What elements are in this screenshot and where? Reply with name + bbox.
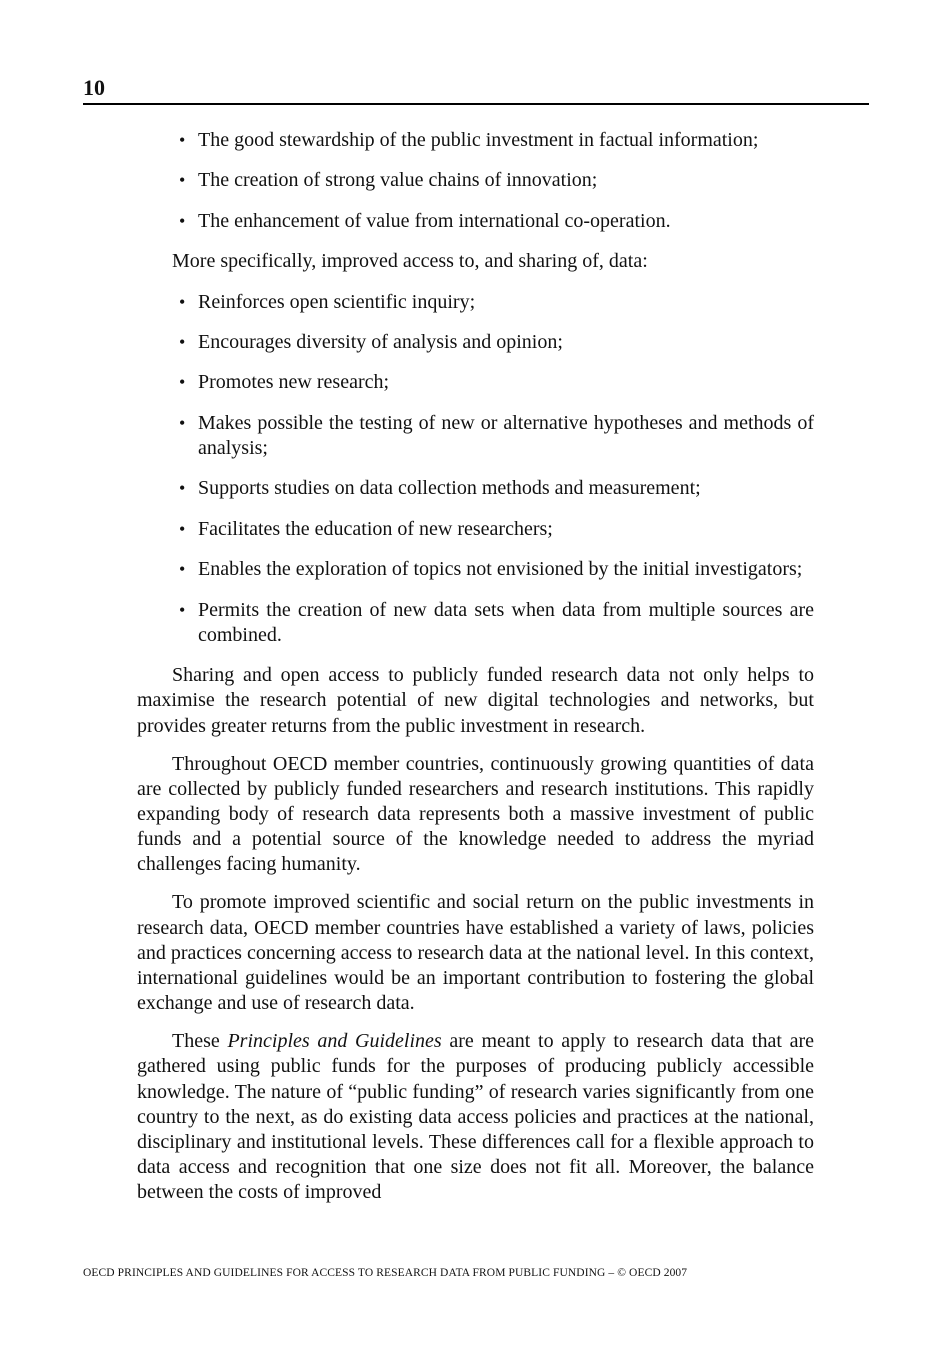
page-footer: OECD PRINCIPLES AND GUIDELINES FOR ACCESS TO RESEARCH DATA FROM PUBLIC FUNDING – © OECD 2007 [83, 1267, 688, 1279]
bullet-icon: • [179, 130, 186, 150]
list-item: • Encourages diversity of analysis and opinion; [137, 330, 814, 355]
list-intro: More specifically, improved access to, and sharing of, data: [172, 250, 648, 273]
list-item: • The enhancement of value from international co-operation. [137, 209, 814, 234]
list-item: • Makes possible the testing of new or alternative hypotheses and methods of analysis; [179, 411, 814, 459]
bullet-icon: • [179, 478, 186, 499]
paragraph-guidelines: To promote improved scientific and social return on the public investments in research data, OECD member countries have established a variety of laws, policies and practices concerning access to research data at the national level. In this context, international guidelines would be an important contribution to fostering the global exchange and use of research data. [137, 891, 814, 1015]
list-item: • Enables the exploration of topics not envisioned by the initial investigators; [137, 557, 814, 582]
list-item: • The creation of strong value chains of innovation; [137, 168, 814, 193]
list-item: • Permits the creation of new data sets when data from multiple sources are combined. [179, 598, 814, 646]
document-title-italic: Principles and Guidelines [227, 1030, 442, 1053]
paragraph-member-countries: Throughout OECD member countries, continuously growing quantities of data are collected by publicly funded researchers and research institutions. This rapidly expanding body of research data represents both a massive investment of public funds and a potential source of the knowledge needed to address the myriad challenges facing humanity. [137, 752, 814, 876]
bullet-icon: • [179, 170, 186, 191]
bullet-icon: • [179, 210, 186, 231]
bullet-icon: • [179, 412, 186, 433]
list-item: • Promotes new research; [137, 370, 814, 395]
list-item: • Supports studies on data collection methods and measurement; [137, 476, 814, 501]
bullet-icon: • [179, 518, 186, 539]
bullet-icon: • [179, 559, 186, 580]
benefits-list [137, 128, 814, 234]
paragraph-principles: These Principles and Guidelines are meant to apply to research data that are gathered using public funds for the purposes of producing publicly accessible knowledge. The nature of “public funding” of research varies significantly from one country to the next, as do existing data access policies and practices at the national, disciplinary and institutional levels. These differences call for a flexible approach to data access and recognition that one size does not fit all. Moreover, the balance between the costs of improved [137, 1030, 815, 1204]
bullet-icon: • [179, 291, 186, 312]
data-sharing-list [137, 290, 814, 648]
paragraph-sharing: Sharing and open access to publicly funded research data not only helps to maximise the research potential of new digital technologies and networks, but provides greater returns from the public investment in research. [137, 664, 814, 737]
bullet-icon: • [179, 372, 186, 393]
list-item: • The good stewardship of the public investment in factual information; [137, 128, 814, 153]
page-number: 10 [83, 75, 105, 100]
list-item: • Reinforces open scientific inquiry; [137, 290, 814, 315]
page-header [83, 74, 869, 105]
list-item: • Facilitates the education of new researchers; [137, 517, 814, 542]
bullet-icon: • [179, 331, 186, 352]
bullet-icon: • [179, 599, 186, 620]
page-body [137, 128, 814, 1218]
